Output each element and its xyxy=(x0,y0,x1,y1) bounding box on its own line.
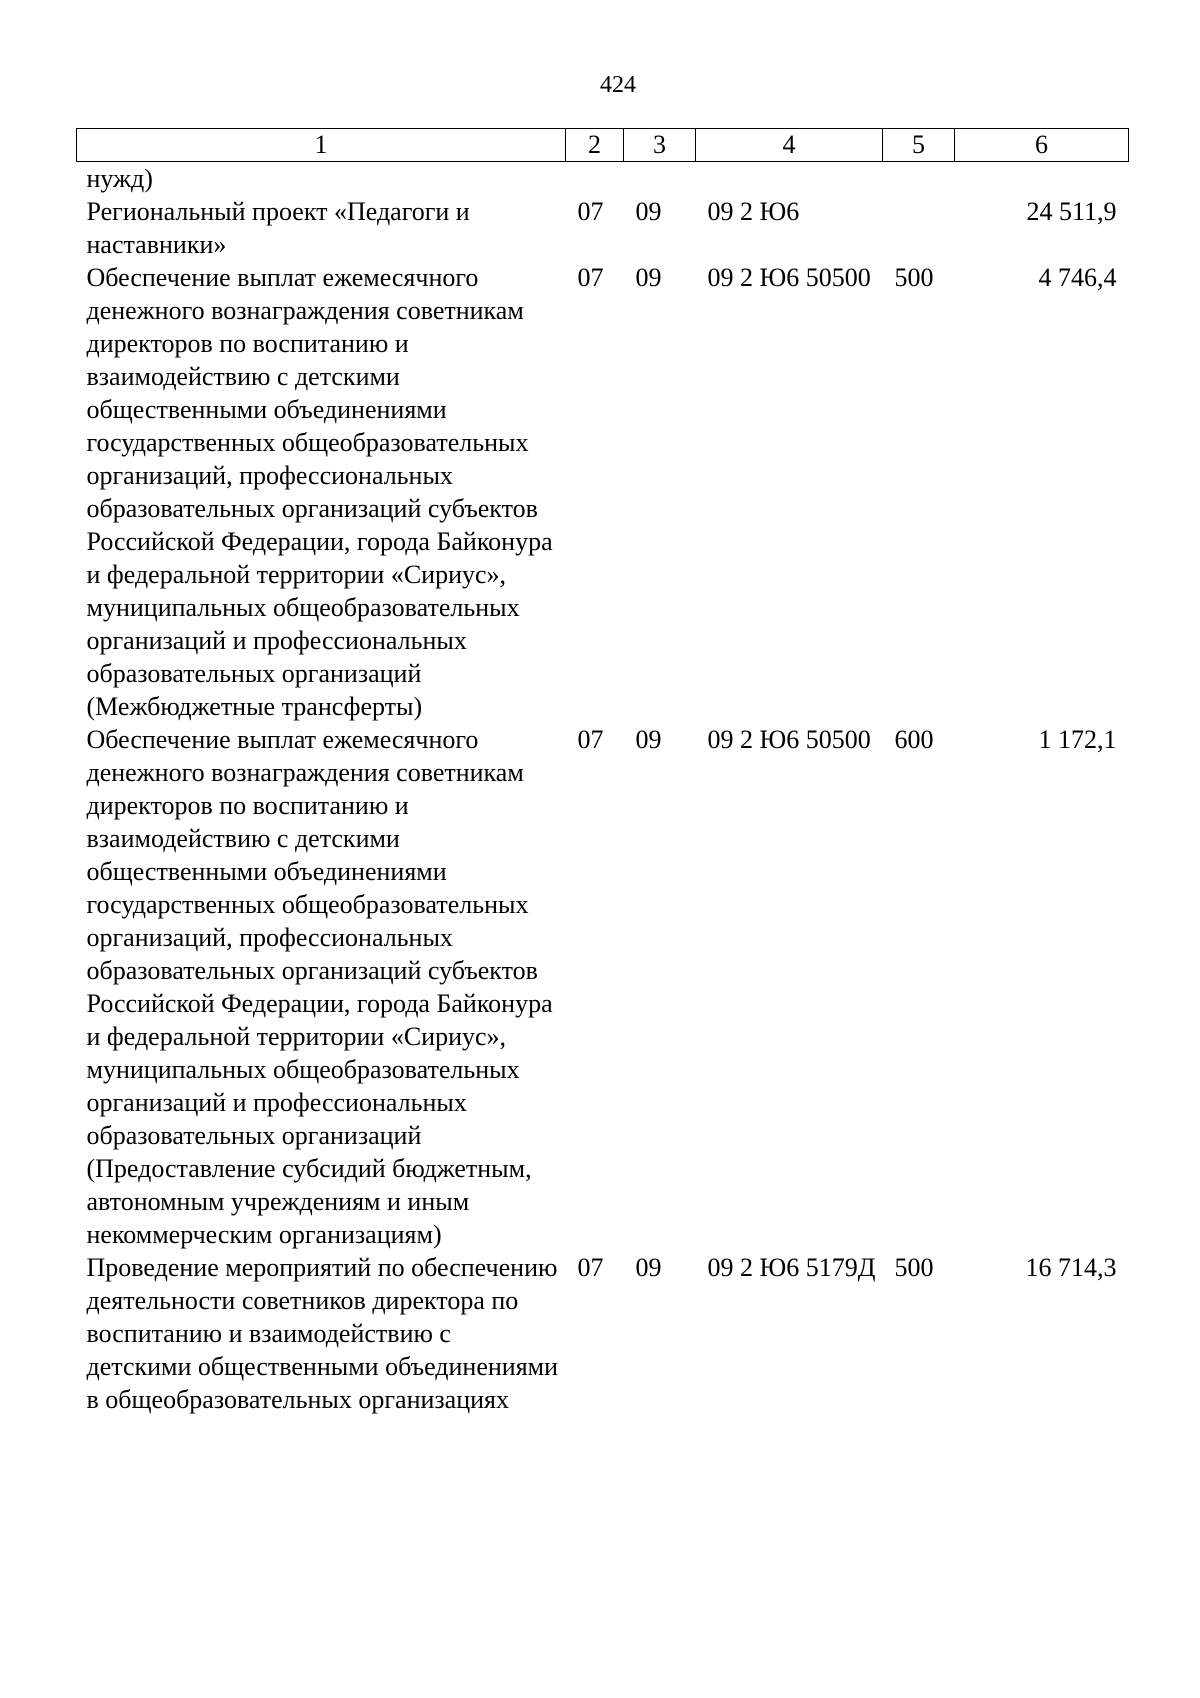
table-header xyxy=(77,129,1129,162)
expense-type-code: 600 xyxy=(894,725,934,754)
expense-type-code xyxy=(883,162,955,196)
item-name: Обеспечение выплат ежемесячного денежного вознаграждения советникам директоров по воспитанию и взаимодействию с детскими общественными объединениями государственных общеобразовательных организаций, профессиональных образовательных организаций субъектов Российской Федерации, города Байконура и федеральной территории «Сириус», муниципальных общеобразовательных организаций и профессиональных образовательных организаций (Предоставление субсидий бюджетным, автономным учреждениям и иным некоммерческим организациям) xyxy=(86,725,553,1249)
item-name: нужд) xyxy=(86,164,153,193)
target-item-code xyxy=(696,162,883,196)
header-col-4: 4 xyxy=(696,129,883,162)
amount: 1 172,1 xyxy=(1038,725,1117,754)
amount: 24 511,9 xyxy=(1026,197,1117,226)
section-code: 07 xyxy=(577,263,604,292)
table-body xyxy=(77,162,1129,1417)
budget-table xyxy=(76,128,1129,1416)
table-row xyxy=(77,261,1129,723)
header-col-3: 3 xyxy=(624,129,696,162)
section-code: 07 xyxy=(577,725,604,754)
amount: 16 714,3 xyxy=(1025,1253,1117,1282)
header-col-6: 6 xyxy=(955,129,1129,162)
item-name: Обеспечение выплат ежемесячного денежного вознаграждения советникам директоров по воспитанию и взаимодействию с детскими общественными объединениями государственных общеобразовательных организаций, профессиональных образовательных организаций субъектов Российской Федерации, города Байконура и федеральной территории «Сириус», муниципальных общеобразовательных организаций и профессиональных образовательных организаций (Межбюджетные трансферты) xyxy=(86,263,553,721)
table-row xyxy=(77,723,1129,1251)
table-row xyxy=(77,195,1129,261)
subsection-code xyxy=(624,162,696,196)
section-code xyxy=(566,162,624,196)
subsection-code: 09 xyxy=(635,725,662,754)
expense-type-code: 500 xyxy=(894,1253,934,1282)
expense-type-code: 500 xyxy=(894,263,934,292)
header-col-1: 1 xyxy=(77,129,566,162)
subsection-code: 09 xyxy=(635,197,662,226)
amount: 4 746,4 xyxy=(1038,263,1117,292)
section-code: 07 xyxy=(577,1253,604,1282)
subsection-code: 09 xyxy=(635,263,662,292)
table-row xyxy=(77,162,1129,196)
expense-type-code xyxy=(883,195,955,261)
item-name: Проведение мероприятий по обеспечению деятельности советников директора по воспитанию и взаимодействию с детскими общественными объединениями в общеобразовательных организациях xyxy=(86,1253,559,1414)
page-number: 424 xyxy=(600,72,636,98)
target-item-code: 09 2 Ю6 50500 xyxy=(707,725,871,754)
table-row xyxy=(77,1251,1129,1416)
section-code: 07 xyxy=(577,197,604,226)
target-item-code: 09 2 Ю6 50500 xyxy=(707,263,871,292)
subsection-code: 09 xyxy=(635,1253,662,1282)
header-col-2: 2 xyxy=(566,129,624,162)
header-row xyxy=(77,129,1129,162)
target-item-code: 09 2 Ю6 xyxy=(707,197,800,226)
amount xyxy=(955,162,1129,196)
target-item-code: 09 2 Ю6 5179Д xyxy=(707,1253,876,1282)
item-name: Региональный проект «Педагоги и наставники» xyxy=(86,197,470,259)
header-col-5: 5 xyxy=(883,129,955,162)
